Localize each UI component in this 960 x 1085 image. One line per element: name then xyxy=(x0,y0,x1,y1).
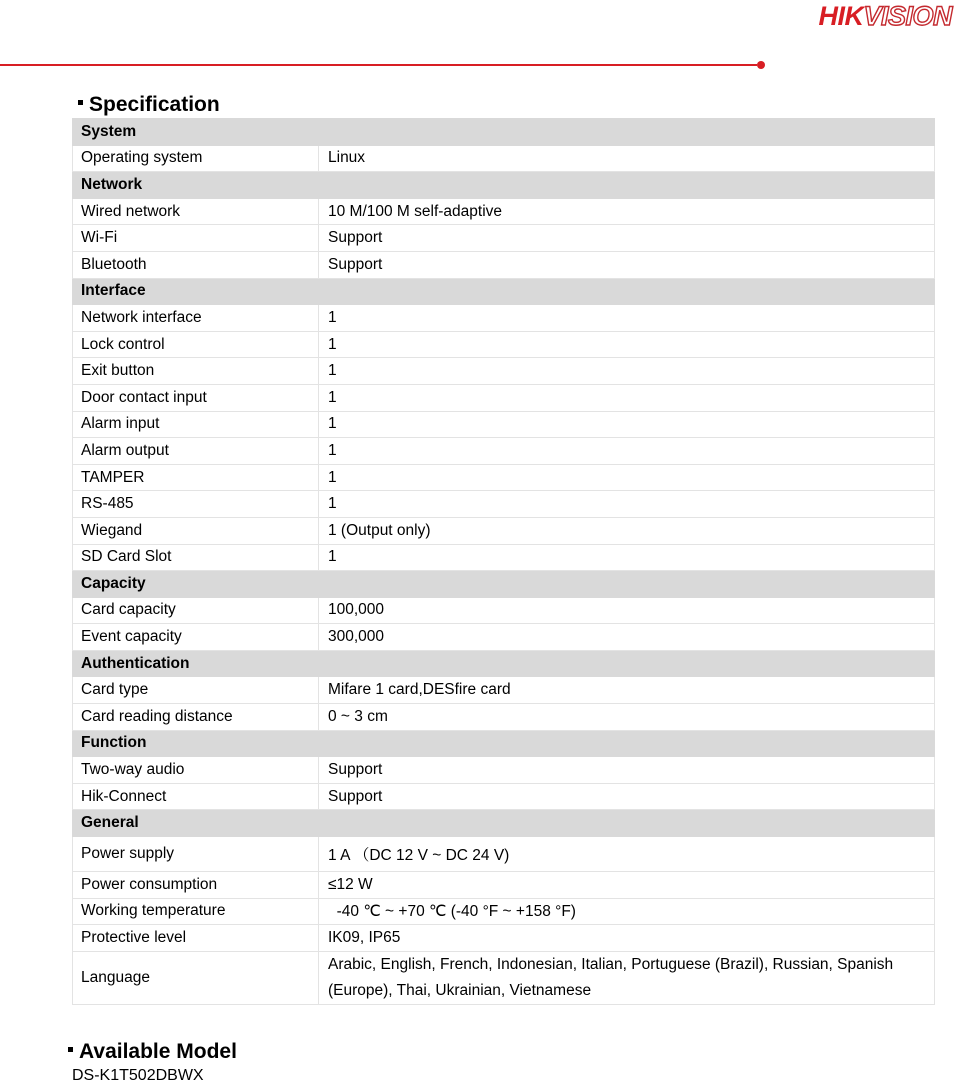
spec-row xyxy=(73,251,935,278)
category-label: Function xyxy=(73,730,935,757)
spec-row xyxy=(73,757,935,784)
spec-value: 1 xyxy=(319,491,935,518)
spec-value: 1 (Output only) xyxy=(319,517,935,544)
spec-value: 1 xyxy=(319,544,935,571)
spec-label: Protective level xyxy=(73,925,319,952)
spec-label: Working temperature xyxy=(73,898,319,925)
spec-row xyxy=(73,305,935,332)
category-row xyxy=(73,172,935,199)
spec-row xyxy=(73,517,935,544)
spec-value: Arabic, English, French, Indonesian, Italian, Portuguese (Brazil), Russian, Spanish (Europe), Thai, Ukrainian, Vietnamese xyxy=(319,951,935,1004)
category-label: Network xyxy=(73,172,935,199)
category-row xyxy=(73,571,935,598)
spec-label: Lock control xyxy=(73,331,319,358)
category-row xyxy=(73,278,935,305)
model-name: DS-K1T502DBWX xyxy=(72,1067,204,1084)
category-label: Authentication xyxy=(73,650,935,677)
spec-value: IK09, IP65 xyxy=(319,925,935,952)
spec-row xyxy=(73,783,935,810)
category-label: Interface xyxy=(73,278,935,305)
bullet-icon xyxy=(68,1047,73,1052)
spec-label: TAMPER xyxy=(73,464,319,491)
spec-value: 1 xyxy=(319,438,935,465)
spec-row xyxy=(73,837,935,872)
spec-row xyxy=(73,597,935,624)
spec-label: Operating system xyxy=(73,145,319,172)
spec-row xyxy=(73,198,935,225)
spec-label: Exit button xyxy=(73,358,319,385)
spec-label: Door contact input xyxy=(73,384,319,411)
spec-value: -40 ℃ ~ +70 ℃ (-40 °F ~ +158 °F) xyxy=(319,898,935,925)
specification-heading: Specification xyxy=(78,93,220,117)
spec-value: ≤12 W xyxy=(319,872,935,899)
category-row xyxy=(73,730,935,757)
spec-value: 300,000 xyxy=(319,624,935,651)
spec-value: 1 xyxy=(319,305,935,332)
spec-label: Card reading distance xyxy=(73,704,319,731)
header-rule xyxy=(0,64,757,66)
spec-row xyxy=(73,677,935,704)
category-row xyxy=(73,119,935,146)
spec-label: Language xyxy=(73,951,319,1004)
spec-value: Support xyxy=(319,783,935,810)
spec-row xyxy=(73,491,935,518)
spec-row xyxy=(73,145,935,172)
spec-row xyxy=(73,951,935,1004)
spec-row xyxy=(73,411,935,438)
spec-value: 1 xyxy=(319,464,935,491)
category-row xyxy=(73,650,935,677)
spec-value: Support xyxy=(319,251,935,278)
spec-value: 10 M/100 M self-adaptive xyxy=(319,198,935,225)
spec-label: Two-way audio xyxy=(73,757,319,784)
category-label: System xyxy=(73,119,935,146)
spec-label: SD Card Slot xyxy=(73,544,319,571)
spec-row xyxy=(73,438,935,465)
spec-label: Power consumption xyxy=(73,872,319,899)
spec-label: RS-485 xyxy=(73,491,319,518)
spec-row xyxy=(73,331,935,358)
spec-label: Event capacity xyxy=(73,624,319,651)
spec-row xyxy=(73,624,935,651)
spec-label: Card type xyxy=(73,677,319,704)
spec-value: Linux xyxy=(319,145,935,172)
spec-value: Mifare 1 card,DESfire card xyxy=(319,677,935,704)
spec-label: Network interface xyxy=(73,305,319,332)
spec-row xyxy=(73,544,935,571)
spec-row xyxy=(73,898,935,925)
spec-row xyxy=(73,464,935,491)
category-label: Capacity xyxy=(73,571,935,598)
spec-label: Alarm output xyxy=(73,438,319,465)
spec-value: 1 xyxy=(319,358,935,385)
spec-value: 100,000 xyxy=(319,597,935,624)
spec-row xyxy=(73,384,935,411)
bullet-icon xyxy=(78,100,83,105)
available-model-heading: Available Model xyxy=(68,1040,237,1064)
spec-value: 1 xyxy=(319,384,935,411)
category-label: General xyxy=(73,810,935,837)
spec-row xyxy=(73,225,935,252)
specification-table xyxy=(72,118,935,1005)
spec-value: 0 ~ 3 cm xyxy=(319,704,935,731)
header-rule-dot xyxy=(757,61,765,69)
spec-row xyxy=(73,704,935,731)
spec-value: 1 xyxy=(319,411,935,438)
spec-label: Power supply xyxy=(73,837,319,872)
hikvision-logo: HIKVISION xyxy=(818,1,952,31)
spec-value: 1 xyxy=(319,331,935,358)
spec-label: Wiegand xyxy=(73,517,319,544)
spec-row xyxy=(73,358,935,385)
category-row xyxy=(73,810,935,837)
spec-label: Bluetooth xyxy=(73,251,319,278)
spec-value: 1 A （DC 12 V ~ DC 24 V) xyxy=(319,837,935,872)
spec-label: Alarm input xyxy=(73,411,319,438)
spec-value: Support xyxy=(319,225,935,252)
spec-label: Wi-Fi xyxy=(73,225,319,252)
spec-row xyxy=(73,925,935,952)
spec-row xyxy=(73,872,935,899)
spec-label: Wired network xyxy=(73,198,319,225)
spec-label: Card capacity xyxy=(73,597,319,624)
spec-value: Support xyxy=(319,757,935,784)
spec-label: Hik-Connect xyxy=(73,783,319,810)
